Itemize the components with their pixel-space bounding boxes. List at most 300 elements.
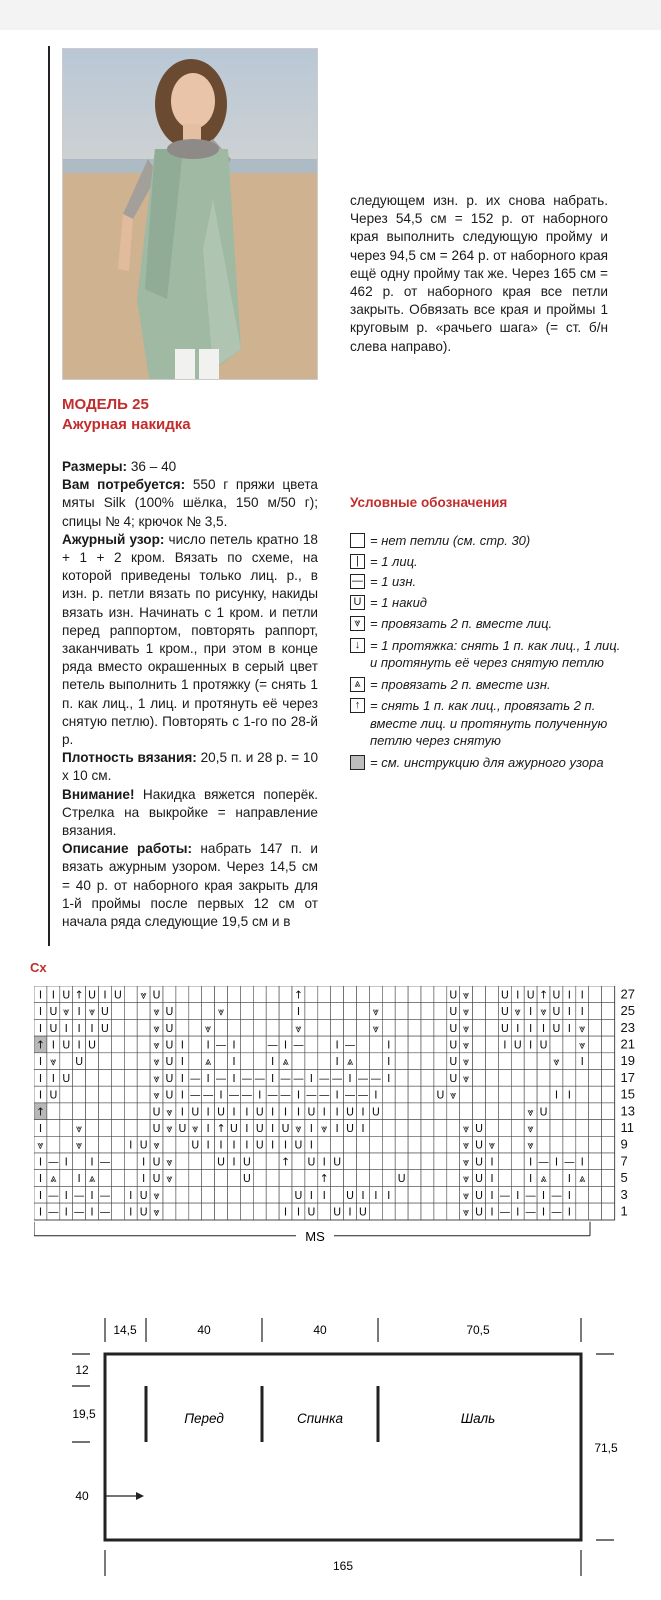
legend-item-yarn-over (350, 594, 630, 612)
pattern-paragraph (62, 531, 318, 749)
chart-cell (434, 1053, 447, 1070)
chart-cell (305, 1053, 318, 1070)
description-paragraph (62, 840, 318, 931)
chart-symbol: I (180, 1088, 184, 1102)
chart-symbol: U (152, 988, 161, 1002)
chart-symbol: ↑ (280, 1155, 291, 1169)
chart-symbol: ⩔ (463, 1172, 470, 1186)
chart-cell (111, 1036, 124, 1053)
materials-value: 550 г пряжи цвета мяты Silk (100% шёлка, 150 м/50 г); спицы № 4; крючок № 3,5. (62, 477, 318, 529)
chart-symbol: I (90, 1155, 94, 1169)
chart-symbol: I (322, 1188, 326, 1202)
chart-cell (111, 1170, 124, 1187)
chart-symbol: I (103, 988, 107, 1002)
chart-cell (589, 1170, 602, 1187)
chart-symbol: U (75, 1055, 84, 1069)
chart-cell (344, 1170, 357, 1187)
chart-cell (228, 1019, 241, 1036)
chart-symbol: U (552, 1021, 561, 1035)
chart-cell (99, 1170, 112, 1187)
chart-cell (550, 1120, 563, 1137)
chart-cell (382, 1103, 395, 1120)
chart-cell (215, 1053, 228, 1070)
chart-symbol: I (206, 1038, 210, 1052)
legend-text: = см. инструкцию для ажурного узора (370, 754, 604, 770)
bottom-dim: 165 (332, 1559, 354, 1573)
chart-symbol: — (550, 1188, 562, 1202)
chart-cell (60, 1086, 73, 1103)
chart-symbol: ⩔ (540, 1005, 547, 1019)
chart-symbol: U (294, 1138, 303, 1152)
chart-symbol: ⩔ (217, 1005, 225, 1019)
chart-symbol: I (206, 1121, 210, 1135)
description-label: Описание работы: (62, 841, 192, 857)
chart-cell (486, 1019, 499, 1036)
chart-symbol: ⩔ (153, 1005, 160, 1019)
chart-cell (498, 1053, 511, 1070)
chart-symbol: I (232, 1155, 236, 1169)
chart-cell (447, 1136, 460, 1153)
chart-symbol: I (387, 1038, 391, 1052)
k2tog-icon: ⩔ (350, 616, 365, 631)
chart-cell (202, 1186, 215, 1203)
chart-symbol: ⩔ (450, 1088, 457, 1102)
chart-cell (124, 1120, 137, 1137)
chart-symbol: U (307, 1155, 316, 1169)
chart-symbol: — (525, 1188, 537, 1202)
chart-cell (602, 1070, 615, 1087)
chart-symbol: U (242, 1172, 251, 1186)
chart-symbol: U (307, 1205, 316, 1219)
chart-cell (202, 1153, 215, 1170)
chart-cell (99, 1070, 112, 1087)
chart-symbol: ⩔ (514, 1005, 521, 1019)
chart-cell (537, 1136, 550, 1153)
chart-cell (228, 986, 241, 1003)
chart-cell (253, 1170, 266, 1187)
chart-cell (473, 1036, 486, 1053)
chart-cell (473, 1053, 486, 1070)
chart-symbol: I (38, 1055, 43, 1069)
chart-cell (434, 1186, 447, 1203)
chart-cell (434, 1120, 447, 1137)
chart-cell (137, 1086, 150, 1103)
chart-symbol: — (99, 1188, 111, 1202)
chart-cell (589, 1070, 602, 1087)
chart-symbol: U (113, 988, 122, 1002)
chart-symbol: ⩔ (463, 1138, 470, 1152)
chart-symbol: I (348, 1205, 352, 1219)
schematic-outline (105, 1354, 581, 1540)
chart-cell (266, 1203, 279, 1220)
chart-symbol: I (64, 1205, 68, 1219)
chart-symbol: U (191, 1138, 200, 1152)
model-photo (62, 48, 318, 380)
chart-cell (421, 1136, 434, 1153)
chart-symbol: I (335, 1105, 339, 1119)
chart-cell (99, 1120, 112, 1137)
chart-symbol: ⩔ (463, 1071, 470, 1085)
legend (350, 532, 630, 774)
chart-symbol: U (217, 1105, 226, 1119)
chart-cell (344, 1136, 357, 1153)
chart-cell (408, 1103, 421, 1120)
chart-cell (486, 1053, 499, 1070)
chart-cell (460, 1086, 473, 1103)
chart-symbol: I (296, 1205, 301, 1219)
chart-symbol: ⩔ (463, 1005, 470, 1019)
chart-row-number: 19 (620, 1053, 635, 1069)
chart-cell (421, 1103, 434, 1120)
chart-symbol: ⩔ (527, 1105, 534, 1119)
chart-cell (602, 1186, 615, 1203)
chart-symbol: U (449, 1071, 458, 1085)
chart-symbol: ⩔ (295, 1121, 302, 1135)
chart-cell (137, 1103, 150, 1120)
chart-symbol: I (516, 988, 520, 1002)
chart-symbol: U (346, 1105, 355, 1119)
chart-cell (331, 1003, 344, 1020)
chart-cell (86, 1086, 99, 1103)
chart-symbol: I (38, 1088, 43, 1102)
chart-symbol: I (258, 1088, 262, 1102)
chart-symbol: — (292, 1038, 304, 1052)
chart-cell (124, 1019, 137, 1036)
legend-item-p2tog (350, 676, 630, 694)
chart-symbol: U (346, 1121, 355, 1135)
chart-symbol: I (567, 988, 571, 1002)
legend-text: = 1 протяжка: снять 1 п. как лиц., 1 лиц. и протянуть её через снятую петлю (370, 637, 621, 670)
chart-symbol: ⩔ (463, 1205, 470, 1219)
chart-cell (111, 1153, 124, 1170)
chart-cell (99, 1053, 112, 1070)
chart-symbol: I (64, 1155, 68, 1169)
label-back: Спинка (297, 1411, 343, 1426)
chart-symbol: ⩔ (153, 1071, 160, 1085)
chart-symbol: — (357, 1071, 369, 1085)
chart-cell (511, 1120, 524, 1137)
chart-symbol: ⩔ (153, 1055, 160, 1069)
chart-symbol: U (49, 1021, 58, 1035)
chart-cell (524, 1086, 537, 1103)
description-continued: следующем изн. р. их снова набрать. Через 54,5 см = 152 р. от наборного края выполнить следующую пройму и через 94,5 см = 264 р. от наборного края ещё одну пройму так же. Через 165 см = 462 р. от наборного края все петли закрыть. Обвязать все края и проймы 1 круговым р. «рачьего шага» (= ст. б/н слева направо). (350, 193, 608, 354)
legend-text: = провязать 2 п. вместе лиц. (370, 616, 553, 631)
chart-symbol: U (307, 1105, 316, 1119)
chart-symbol: I (129, 1205, 133, 1219)
chart-symbol: U (165, 1021, 174, 1035)
chart-symbol: I (271, 1105, 275, 1119)
chart-symbol: ⩔ (153, 1038, 160, 1052)
chart-symbol: ↑ (216, 1121, 226, 1135)
chart-cell (511, 1070, 524, 1087)
chart-cell (576, 1086, 589, 1103)
chart-cell (318, 1136, 331, 1153)
chart-cell (99, 1136, 112, 1153)
sk2p-arrow-up-icon: ↑ (350, 698, 365, 713)
chart-cell (47, 1120, 60, 1137)
chart-symbol: ⩔ (140, 988, 147, 1002)
chart-cell (563, 1120, 576, 1137)
chart-symbol: I (180, 1071, 184, 1085)
chart-symbol: I (387, 1188, 391, 1202)
chart-cell (602, 1103, 615, 1120)
chart-symbol: I (51, 988, 55, 1002)
chart-symbol: ⩔ (205, 1021, 212, 1035)
chart-symbol: U (165, 1005, 174, 1019)
chart-symbol: I (77, 1172, 81, 1186)
chart-cell (86, 1070, 99, 1087)
chart-symbol: — (331, 1071, 343, 1085)
chart-cell (486, 1120, 499, 1137)
chart-cell (305, 1170, 318, 1187)
chart-row-number: 3 (620, 1186, 628, 1202)
chart-cell (292, 1153, 305, 1170)
chart-symbol: U (333, 1205, 342, 1219)
chart-symbol: I (554, 1155, 559, 1169)
chart-symbol: — (47, 1188, 59, 1202)
chart-cell (537, 1120, 550, 1137)
chart-symbol: ⩔ (166, 1172, 173, 1186)
chart-cell (344, 1003, 357, 1020)
chart-symbol: U (255, 1105, 264, 1119)
chart-symbol: ⩔ (153, 1188, 160, 1202)
chart-symbol: I (219, 1088, 223, 1102)
chart-symbol: U (62, 1071, 71, 1085)
chart-cell (486, 986, 499, 1003)
chart-symbol: U (539, 1105, 548, 1119)
chart-symbol: — (305, 1088, 317, 1102)
chart-symbol: I (206, 1071, 210, 1085)
chart-symbol: I (38, 1155, 43, 1169)
chart-symbol: I (180, 1105, 184, 1119)
chart-cell (511, 1136, 524, 1153)
chart-symbol: — (215, 1038, 227, 1052)
chart-cell (486, 1070, 499, 1087)
chart-symbol: ⩔ (463, 1188, 470, 1202)
chart-symbol: I (296, 1105, 301, 1119)
chart-cell (124, 1086, 137, 1103)
chart-symbol: ⩔ (463, 1038, 470, 1052)
chart-symbol: I (335, 1121, 339, 1135)
chart-row-number: 23 (620, 1019, 635, 1035)
chart-cell (550, 1170, 563, 1187)
chart-cell (498, 1070, 511, 1087)
chart-cell (550, 1036, 563, 1053)
chart-symbol: U (139, 1138, 148, 1152)
chart-cell (602, 986, 615, 1003)
chart-cell (434, 1103, 447, 1120)
chart-cell (111, 1019, 124, 1036)
chart-cell (421, 1170, 434, 1187)
chart-cell (228, 1170, 241, 1187)
chart-cell (163, 1186, 176, 1203)
chart-symbol: ⩔ (153, 1138, 160, 1152)
chart-cell (589, 1203, 602, 1220)
chart-cell (395, 1203, 408, 1220)
garment-schematic (60, 1318, 640, 1578)
chart-cell (228, 1003, 241, 1020)
chart-cell (189, 1170, 202, 1187)
chart-symbol: I (541, 1205, 546, 1219)
chart-cell (576, 1120, 589, 1137)
chart-cell (382, 1120, 395, 1137)
chart-cell (189, 1036, 202, 1053)
chart-cell (576, 1070, 589, 1087)
legend-text: = 1 лиц. (370, 553, 418, 569)
chart-cell (382, 1203, 395, 1220)
chart-cell (202, 1003, 215, 1020)
top-band (0, 0, 661, 30)
density-value: 20,5 п. и 28 р. = 10 х 10 см. (62, 750, 318, 784)
chart-cell (292, 1170, 305, 1187)
chart-symbol: ⩔ (295, 1021, 302, 1035)
direction-arrowhead-icon (136, 1492, 144, 1500)
legend-text: = снять 1 п. как лиц., провязать 2 п. вместе лиц. и протянуть полученную петлю через снятую (370, 698, 608, 748)
chart-symbol: U (100, 1021, 109, 1035)
chart-cell (473, 1070, 486, 1087)
chart-symbol: ⩔ (166, 1155, 173, 1169)
chart-symbol: ↑ (74, 988, 84, 1002)
chart-cell (111, 1136, 124, 1153)
chart-symbol: I (296, 1088, 301, 1102)
chart-symbol: I (271, 1071, 275, 1085)
chart-symbol: U (500, 1021, 509, 1035)
chart-symbol: I (245, 1121, 249, 1135)
chart-symbol: I (206, 1105, 210, 1119)
scheme-label: Сх (30, 960, 47, 975)
chart-symbol: ↑ (293, 988, 304, 1002)
chart-symbol: I (245, 1105, 249, 1119)
chart-cell (240, 1203, 253, 1220)
chart-cell (215, 1170, 228, 1187)
chart-symbol: I (490, 1172, 494, 1186)
chart-symbol: I (580, 1155, 584, 1169)
chart-symbol: — (241, 1071, 253, 1085)
chart-symbol: ⩔ (463, 1121, 470, 1135)
chart-cell (176, 1170, 189, 1187)
chart-cell (395, 1070, 408, 1087)
chart-symbol: U (165, 1038, 174, 1052)
chart-symbol: ⩔ (37, 1138, 44, 1152)
chart-symbol: ⩔ (166, 1105, 173, 1119)
chart-cell (369, 986, 382, 1003)
chart-cell (344, 986, 357, 1003)
chart-symbol: U (552, 988, 561, 1002)
chart-symbol: U (526, 988, 535, 1002)
chart-cell (589, 1036, 602, 1053)
chart-cell (511, 1086, 524, 1103)
chart-symbol: U (475, 1121, 484, 1135)
chart-cell (563, 1136, 576, 1153)
chart-cell (421, 1086, 434, 1103)
chart-symbol: I (490, 1155, 494, 1169)
chart-cell (421, 1036, 434, 1053)
chart-cell (550, 1136, 563, 1153)
chart-cell (524, 1070, 537, 1087)
chart-symbol: U (475, 1138, 484, 1152)
chart-cell (369, 1136, 382, 1153)
chart-cell (408, 1086, 421, 1103)
chart-cell (511, 1053, 524, 1070)
chart-symbol: U (49, 1088, 58, 1102)
chart-symbol: I (38, 1071, 43, 1085)
chart-cell (589, 986, 602, 1003)
chart-cell (279, 1019, 292, 1036)
label-shawl: Шаль (460, 1411, 496, 1426)
chart-symbol: — (280, 1088, 292, 1102)
chart-cell (86, 1136, 99, 1153)
chart-cell (602, 1170, 615, 1187)
chart-cell (111, 1120, 124, 1137)
chart-cell (537, 1086, 550, 1103)
model-subtitle: Ажурная накидка (62, 416, 191, 433)
sizes-label: Размеры: (62, 459, 128, 474)
legend-item-skp (350, 637, 630, 672)
chart-symbol: ⩔ (192, 1121, 199, 1135)
chart-cell (602, 1036, 615, 1053)
chart-cell (576, 1103, 589, 1120)
chart-cell (357, 1136, 370, 1153)
attention-value: Накидка вяжется поперёк. Стрелка на выкройке = направление вязания. (62, 786, 318, 839)
chart-symbol: U (371, 1105, 380, 1119)
chart-symbol: I (90, 1188, 94, 1202)
chart-symbol: ⩔ (463, 988, 470, 1002)
materials-paragraph (62, 476, 318, 531)
chart-symbol: — (189, 1088, 201, 1102)
chart-symbol: I (38, 1188, 43, 1202)
chart-cell (421, 1186, 434, 1203)
chart-cell (228, 1203, 241, 1220)
chart-cell (602, 1019, 615, 1036)
top-dim-1: 14,5 (113, 1323, 137, 1337)
chart-symbol: I (271, 1121, 275, 1135)
chart-symbol: I (490, 1205, 494, 1219)
chart-cell (589, 1053, 602, 1070)
chart-cell (357, 1036, 370, 1053)
chart-symbol: I (567, 1088, 571, 1102)
chart-cell (73, 1153, 86, 1170)
chart-cell (408, 1053, 421, 1070)
legend-item-sk2p (350, 697, 630, 750)
chart-cell (279, 1186, 292, 1203)
chart-symbol: — (267, 1088, 279, 1102)
chart-cell (473, 1086, 486, 1103)
chart-symbol: I (529, 1021, 533, 1035)
chart-symbol: U (449, 1021, 458, 1035)
knitting-chart (34, 986, 654, 1256)
chart-cell (60, 1170, 73, 1187)
chart-cell (524, 1053, 537, 1070)
chart-cell (111, 1086, 124, 1103)
chart-cell (382, 1086, 395, 1103)
chart-symbol: ⩔ (372, 1005, 379, 1019)
chart-cell (253, 1003, 266, 1020)
chart-cell (124, 1153, 137, 1170)
chart-cell (369, 1153, 382, 1170)
legend-text: = нет петли (см. стр. 30) (370, 533, 531, 548)
chart-cell (331, 1186, 344, 1203)
chart-cell (421, 1019, 434, 1036)
chart-cell (434, 1203, 447, 1220)
chart-cell (473, 1019, 486, 1036)
chart-cell (369, 1203, 382, 1220)
chart-symbol: U (165, 1088, 174, 1102)
chart-symbol: I (309, 1121, 313, 1135)
chart-symbol: U (242, 1155, 251, 1169)
chart-symbol: I (206, 1138, 210, 1152)
chart-cell (305, 986, 318, 1003)
legend-text: = провязать 2 п. вместе изн. (370, 676, 551, 692)
